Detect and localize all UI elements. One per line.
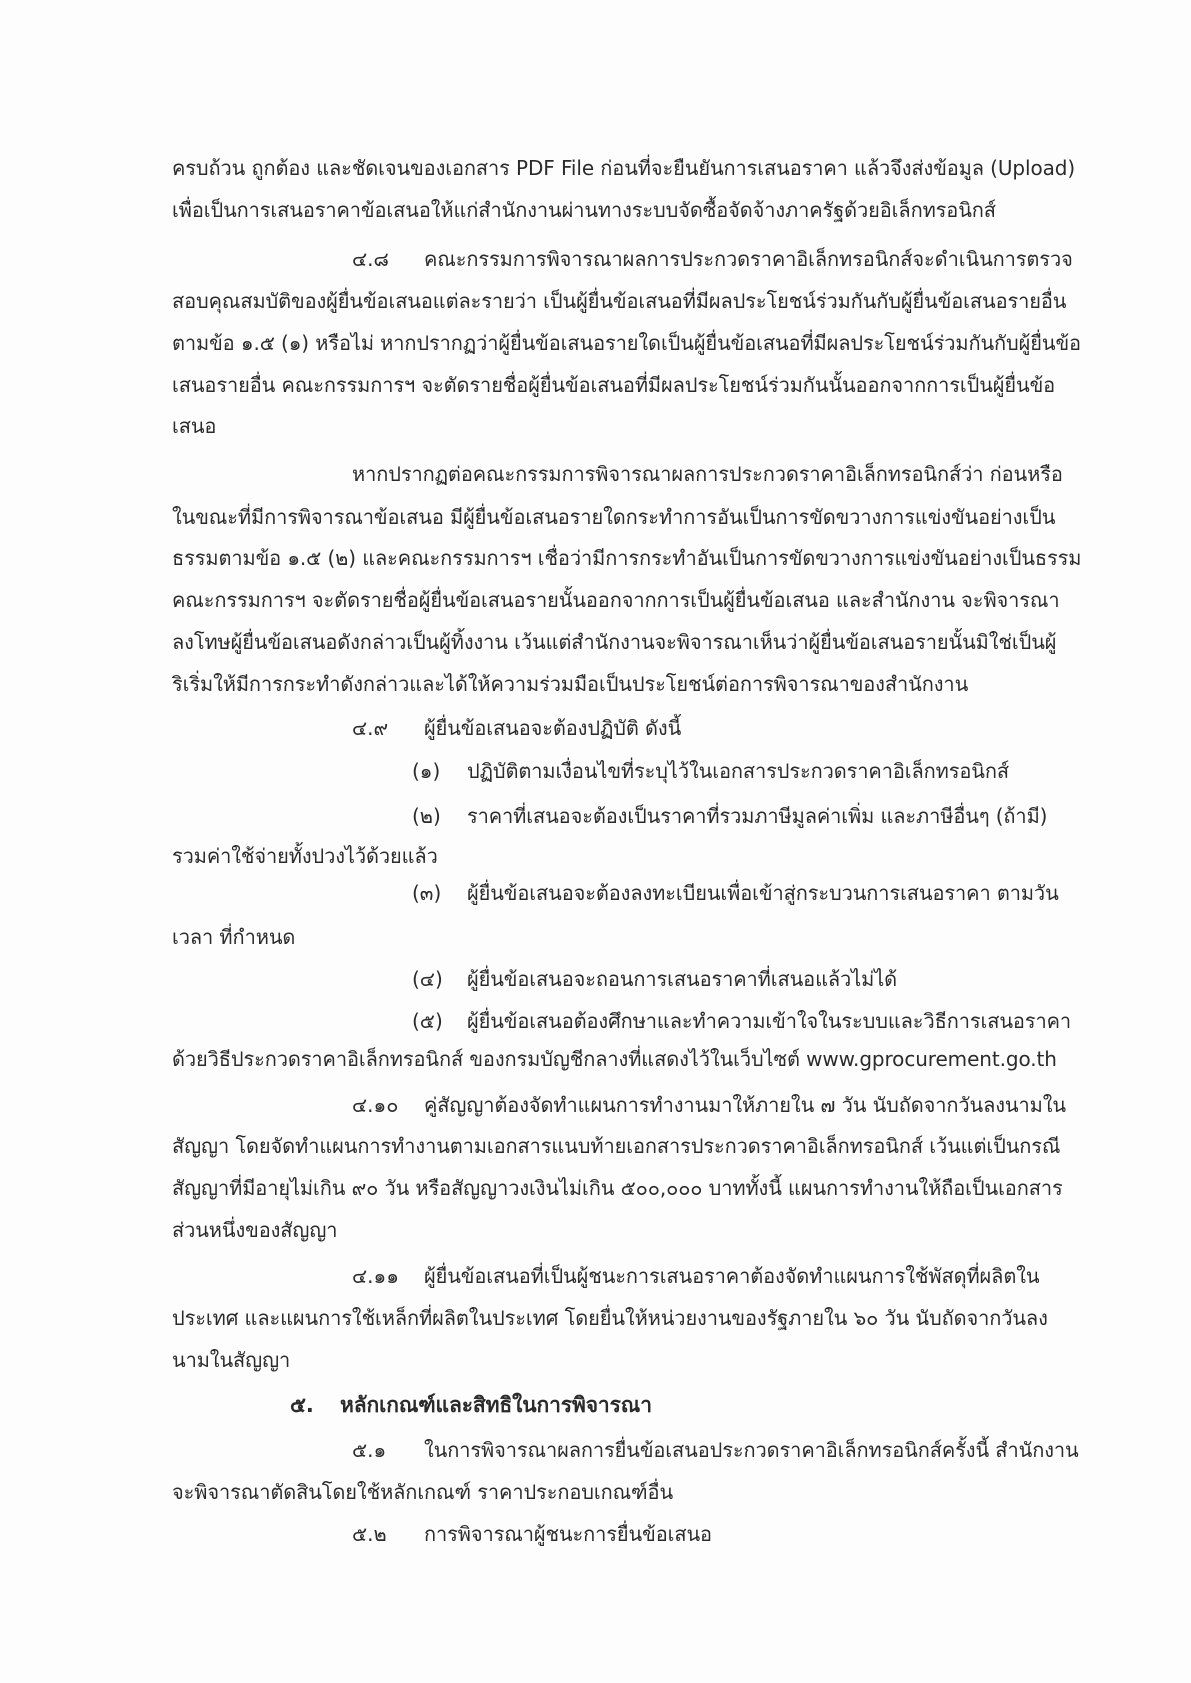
- para-4-8-line-2: สอบคุณสมบัติของผู้ยื่นข้อเสนอแต่ละรายว่า เป็นผู้ยื่นข้อเสนอที่มีผลประโยชน์ร่วมกันกับผู้ยื่นข้อเสนอรายอื่น: [172, 289, 1067, 313]
- para-4-8-line-4: เสนอรายอื่น คณะกรรมการฯ จะตัดรายชื่อผู้ยื่นข้อเสนอที่มีผลประโยชน์ร่วมกันนั้นออกจากการเป็นผู้ยื่นข้อ: [172, 373, 1056, 397]
- para-collusion-line-5: ลงโทษผู้ยื่นข้อเสนอดังกล่าวเป็นผู้ทิ้งงาน เว้นแต่สำนักงานจะพิจารณาเห็นว่าผู้ยื่นข้อเสนอรายนั้นมิใช่เป็นผู้: [172, 630, 1057, 654]
- para-4-7-line-2: เพื่อเป็นการเสนอราคาข้อเสนอให้แก่สำนักงานผ่านทางระบบจัดซื้อจัดจ้างภาครัฐด้วยอิเล็กทรอนิกส์: [172, 198, 996, 222]
- para-4-8-line-1: คณะกรรมการพิจารณาผลการประกวดราคาอิเล็กทรอนิกส์จะดำเนินการตรวจ: [424, 247, 1073, 271]
- section-5-title: หลักเกณฑ์และสิทธิในการพิจารณา: [340, 1393, 652, 1417]
- para-4-8-line-5: เสนอ: [172, 414, 217, 438]
- para-5-2-number: ๕.๒: [352, 1522, 387, 1546]
- para-4-11-line-3: นามในสัญญา: [172, 1348, 291, 1372]
- para-5-1-line-2: จะพิจารณาตัดสินโดยใช้หลักเกณฑ์ ราคาประกอบเกณฑ์อื่น: [172, 1480, 674, 1504]
- para-4-11-number: ๔.๑๑: [352, 1264, 399, 1288]
- para-4-8-line-3: ตามข้อ ๑.๕ (๑) หรือไม่ หากปรากฏว่าผู้ยื่นข้อเสนอรายใดเป็นผู้ยื่นข้อเสนอที่มีผลประโยชน์ร่วมกันกับผู้ยื่นข้อ: [172, 331, 1081, 355]
- para-collusion-line-2: ในขณะที่มีการพิจารณาข้อเสนอ มีผู้ยื่นข้อเสนอรายใดกระทำการอันเป็นการขัดขวางการแข่งขันอย่างเป็น: [172, 505, 1056, 529]
- para-4-9-item-5-line-1: ผู้ยื่นข้อเสนอต้องศึกษาและทำความเข้าใจในระบบและวิธีการเสนอราคา: [467, 1009, 1071, 1033]
- para-4-11-line-2: ประเทศ และแผนการใช้เหล็กที่ผลิตในประเทศ โดยยื่นให้หน่วยงานของรัฐภายใน ๖๐ วัน นับถัดจากวันลง: [172, 1306, 1048, 1330]
- para-4-9-item-4: ผู้ยื่นข้อเสนอจะถอนการเสนอราคาที่เสนอแล้วไม่ได้: [467, 967, 898, 991]
- para-4-10-number: ๔.๑๐: [352, 1093, 399, 1117]
- para-4-9-item-3-number: (๓): [412, 881, 442, 905]
- para-5-2-title: การพิจารณาผู้ชนะการยื่นข้อเสนอ: [424, 1522, 712, 1546]
- para-collusion-line-6: ริเริ่มให้มีการกระทำดังกล่าวและได้ให้ความร่วมมือเป็นประโยชน์ต่อการพิจารณาของสำนักงาน: [172, 672, 969, 696]
- para-4-11-line-1: ผู้ยื่นข้อเสนอที่เป็นผู้ชนะการเสนอราคาต้องจัดทำแผนการใช้พัสดุที่ผลิตใน: [424, 1264, 1040, 1288]
- para-4-9-item-2-line-1: ราคาที่เสนอจะต้องเป็นราคาที่รวมภาษีมูลค่าเพิ่ม และภาษีอื่นๆ (ถ้ามี): [467, 804, 1048, 828]
- para-collusion-line-1: หากปรากฏต่อคณะกรรมการพิจารณาผลการประกวดราคาอิเล็กทรอนิกส์ว่า ก่อนหรือ: [352, 462, 1063, 486]
- para-4-10-line-4: ส่วนหนึ่งของสัญญา: [172, 1218, 338, 1242]
- para-4-10-line-2: สัญญา โดยจัดทำแผนการทำงานตามเอกสารแนบท้ายเอกสารประกวดราคาอิเล็กทรอนิกส์ เว้นแต่เป็นกรณี: [172, 1134, 1061, 1158]
- para-5-1-line-1: ในการพิจารณาผลการยื่นข้อเสนอประกวดราคาอิเล็กทรอนิกส์ครั้งนี้ สำนักงาน: [424, 1438, 1079, 1462]
- para-4-9-item-2-line-2: รวมค่าใช้จ่ายทั้งปวงไว้ด้วยแล้ว: [172, 844, 438, 868]
- para-4-9-item-2-number: (๒): [412, 804, 441, 828]
- para-4-9-item-3-line-1: ผู้ยื่นข้อเสนอจะต้องลงทะเบียนเพื่อเข้าสู่กระบวนการเสนอราคา ตามวัน: [467, 881, 1059, 905]
- para-collusion-line-4: คณะกรรมการฯ จะตัดรายชื่อผู้ยื่นข้อเสนอรายนั้นออกจากการเป็นผู้ยื่นข้อเสนอ และสำนักงาน จะพิจารณา: [172, 588, 1060, 612]
- para-4-9-item-5-number: (๕): [412, 1009, 443, 1033]
- para-4-9-item-5-line-2: ด้วยวิธีประกวดราคาอิเล็กทรอนิกส์ ของกรมบัญชีกลางที่แสดงไว้ในเว็บไซต์ www.gprocurement.go.th: [172, 1047, 1057, 1071]
- para-4-7-line-1: ครบถ้วน ถูกต้อง และชัดเจนของเอกสาร PDF File ก่อนที่จะยืนยันการเสนอราคา แล้วจึงส่งข้อมูล (Upload): [172, 156, 1076, 180]
- para-4-9-item-1-number: (๑): [412, 759, 441, 783]
- para-4-9-item-3-line-2: เวลา ที่กำหนด: [172, 925, 296, 949]
- para-4-10-line-3: สัญญาที่มีอายุไม่เกิน ๙๐ วัน หรือสัญญาวงเงินไม่เกิน ๕๐๐,๐๐๐ บาททั้งนี้ แผนการทำงานให้ถือเป็นเอกสาร: [172, 1176, 1063, 1200]
- para-4-9-item-4-number: (๔): [412, 967, 443, 991]
- para-4-9-title: ผู้ยื่นข้อเสนอจะต้องปฏิบัติ ดังนี้: [424, 716, 682, 740]
- para-4-8-number: ๔.๘: [352, 247, 389, 271]
- para-4-9-item-1: ปฏิบัติตามเงื่อนไขที่ระบุไว้ในเอกสารประกวดราคาอิเล็กทรอนิกส์: [467, 759, 1009, 783]
- para-collusion-line-3: ธรรมตามข้อ ๑.๕ (๒) และคณะกรรมการฯ เชื่อว่ามีการกระทำอันเป็นการขัดขวางการแข่งขันอย่างเป็นธรรม: [172, 546, 1082, 570]
- para-4-10-line-1: คู่สัญญาต้องจัดทำแผนการทำงานมาให้ภายใน ๗ วัน นับถัดจากวันลงนามใน: [424, 1093, 1066, 1117]
- para-4-9-number: ๔.๙: [352, 716, 389, 740]
- section-5-number: ๕.: [290, 1393, 314, 1417]
- para-5-1-number: ๕.๑: [352, 1438, 387, 1462]
